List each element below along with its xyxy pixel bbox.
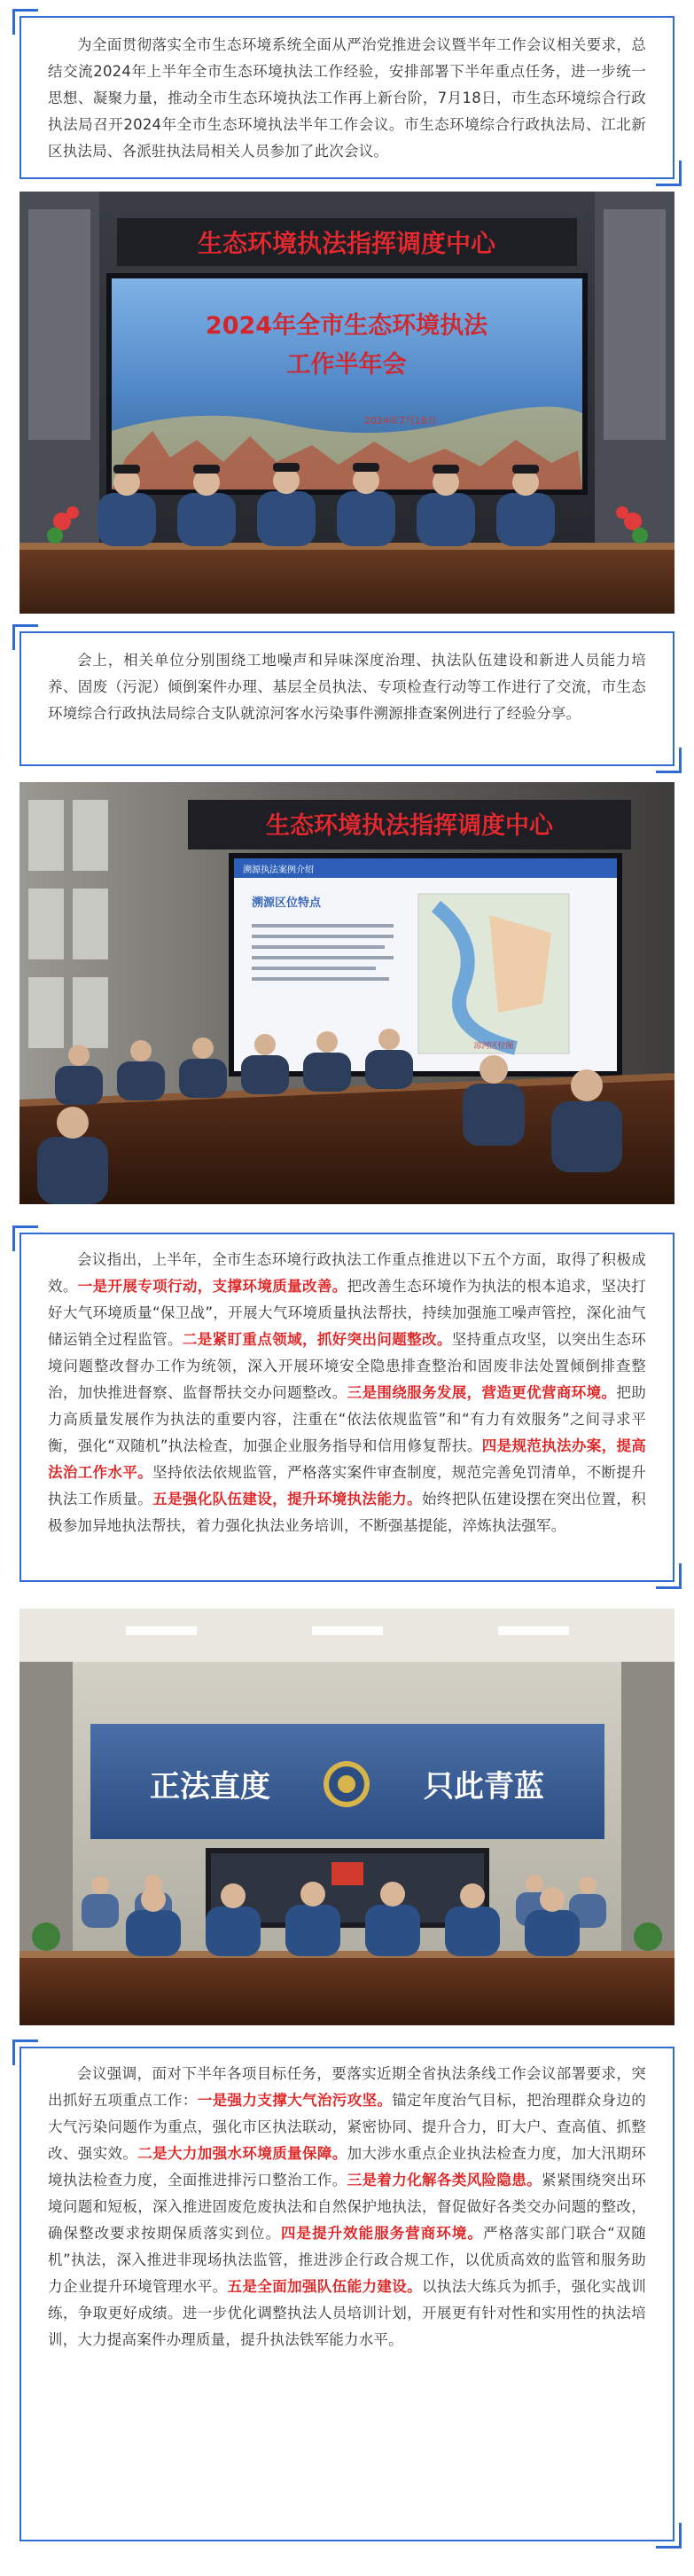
plan-paragraph [48, 2061, 646, 2353]
banner-text: 生态环境执法指挥调度中心 [197, 229, 496, 258]
wall-slogan-right: 只此青蓝 [424, 1769, 544, 1805]
banner-text: 生态环境执法指挥调度中心 [266, 812, 553, 840]
corner-bracket-decoration [656, 2523, 682, 2549]
summary-sentence: 始终把队伍建设摆在突出位置，积极参加异地执法帮扶，着力强化执法业务培训，不断强基提能，淬炼执法强军。 [48, 1491, 646, 1534]
slide-map-label: 涼河区位图 [473, 1042, 514, 1051]
summary-highlight-3: 三是围绕服务发展，营造更优营商环境。 [347, 1384, 617, 1401]
meeting-photo-3-illustration [19, 1609, 675, 2025]
exchange-text-box [19, 631, 675, 766]
screen-title-line-1: 2024年全市生态环境执法 [205, 312, 488, 340]
summary-highlight-1: 一是开展专项行动，支撑环境质量改善。 [77, 1278, 347, 1295]
plan-sentence: 锚定年度治气目标，把治理群众身边的大气污染问题作为重点，强化市区执法联动，紧密协同、提升合力，盯大户、查高值、抓整改、强实效。 [48, 2092, 646, 2162]
emblem-icon [324, 1761, 370, 1807]
plan-sentence: 以执法大练兵为抓手，强化实战训练，争取更好成绩。进一步优化调整执法人员培训计划，开展更有针对性和实用性的执法培训，大力提高案件办理质量，提升执法铁军能力水平。 [48, 2278, 647, 2348]
exchange-paragraph: 会上，相关单位分别围绕工地噪声和异味深度治理、执法队伍建设和新进人员能力培养、固废（污泥）倾倒案件办理、基层全员执法、专项检查行动等工作进行了交流，市生态环境综合行政执法局综合支队就涼河客水污染事件溯源排查案例进行了经验分享。 [48, 652, 646, 722]
summary-sentence: 把改善生态环境作为执法的根本追求，坚决打好大气环境质量“保卫战”，开展大气环境质量执法帮扶，持续加强施工噪声管控，深化油气储运销全过程监管。 [48, 1278, 646, 1348]
meeting-photo-2 [19, 782, 675, 1204]
screen-date: 2024年7月18日 [364, 415, 437, 427]
summary-sentence: 把助力高质量发展作为执法的重要内容，注重在“依法依规监管”和“有力有效服务”之间寻求平衡，强化“双随机”执法检查，加强企业服务指导和信用修复帮扶。 [48, 1384, 647, 1454]
intro-paragraph: 为全面贯彻落实全市生态环境系统全面从严治党推进会议暨半年工作会议相关要求，总结交流2024年上半年全市生态环境执法工作经验，安排部署下半年重点任务，进一步统一思想、凝聚力量，推动全市生态环境执法工作再上新台阶，7月18日，市生态环境综合行政执法局召开2024年全市生态环境执法半年工作会议。市生态环境综合行政执法局、江北新区执法局、各派驻执法局相关人员参加了此次会议。 [48, 36, 646, 160]
plan-highlight-5: 五是全面加强队伍能力建设。 [227, 2278, 422, 2295]
plan-sentence: 加大涉水重点企业执法检查力度，加大汛期环境执法检查力度，全面推进排污口整治工作。 [48, 2145, 646, 2188]
corner-bracket-decoration [656, 161, 682, 186]
plan-sentence: 紧紧围绕突出环境问题和短板，深入推进固废危废执法和自然保护地执法，督促做好各类交办问题的整改，确保整改要求按期保质落实到位。 [48, 2172, 647, 2242]
intro-text-box [19, 16, 675, 179]
wall-slogan-left: 正法直度 [150, 1769, 270, 1805]
plan-text-box [19, 2047, 675, 2541]
screen-title-line-2: 工作半年会 [286, 351, 407, 379]
meeting-photo-1 [19, 192, 675, 614]
slide-subtitle: 溯源区位特点 [252, 897, 322, 910]
corner-bracket-decoration [12, 1225, 38, 1251]
plan-highlight-4: 四是提升效能服务营商环境。 [281, 2225, 483, 2242]
plan-highlight-2: 二是大力加强水环境质量保障。 [137, 2145, 347, 2162]
summary-highlight-4: 四是规范执法办案，提高法治工作水平。 [48, 1437, 646, 1481]
plan-highlight-1: 一是强力支撑大气治污攻坚。 [197, 2092, 393, 2109]
summary-sentence: 会议指出，上半年，全市生态环境行政执法工作重点推进以下五个方面，取得了积极成效。 [48, 1251, 646, 1295]
summary-paragraph [48, 1247, 646, 1539]
meeting-photo-3 [19, 1609, 675, 2025]
corner-bracket-decoration [12, 2040, 38, 2065]
meeting-photo-1-illustration [19, 192, 675, 614]
summary-highlight-5: 五是强化队伍建设，提升环境执法能力。 [152, 1491, 422, 1507]
plan-sentence: 会议强调，面对下半年各项目标任务，要落实近期全省执法条线工作会议部署要求，突出抓好五项重点工作： [48, 2065, 646, 2109]
slide-header: 溯源执法案例介绍 [243, 865, 314, 875]
meeting-photo-2-illustration [19, 782, 675, 1204]
corner-bracket-decoration [656, 1563, 682, 1589]
summary-highlight-2: 二是紧盯重点领域，抓好突出问题整改。 [182, 1331, 452, 1348]
summary-sentence: 坚持重点攻坚，以突出生态环境问题整改督办工作为统领，深入开展环境安全隐患排查整治和固废非法处置倾倒排查整治，加快推进督察、监督帮扶交办问题整改。 [48, 1331, 646, 1401]
corner-bracket-decoration [12, 9, 38, 35]
summary-sentence: 坚持依法依规监管，严格落实案件审查制度，规范完善免罚清单，不断提升执法工作质量。 [48, 1464, 646, 1507]
plan-highlight-3: 三是着力化解各类风险隐患。 [347, 2172, 542, 2188]
plan-sentence: 严格落实部门联合“双随机”执法，深入推进非现场执法监管，推进涉企行政合规工作，以优质高效的监管和服务助力企业提升环境管理水平。 [48, 2225, 647, 2295]
corner-bracket-decoration [12, 624, 38, 650]
corner-bracket-decoration [656, 748, 682, 773]
summary-text-box [19, 1233, 675, 1582]
